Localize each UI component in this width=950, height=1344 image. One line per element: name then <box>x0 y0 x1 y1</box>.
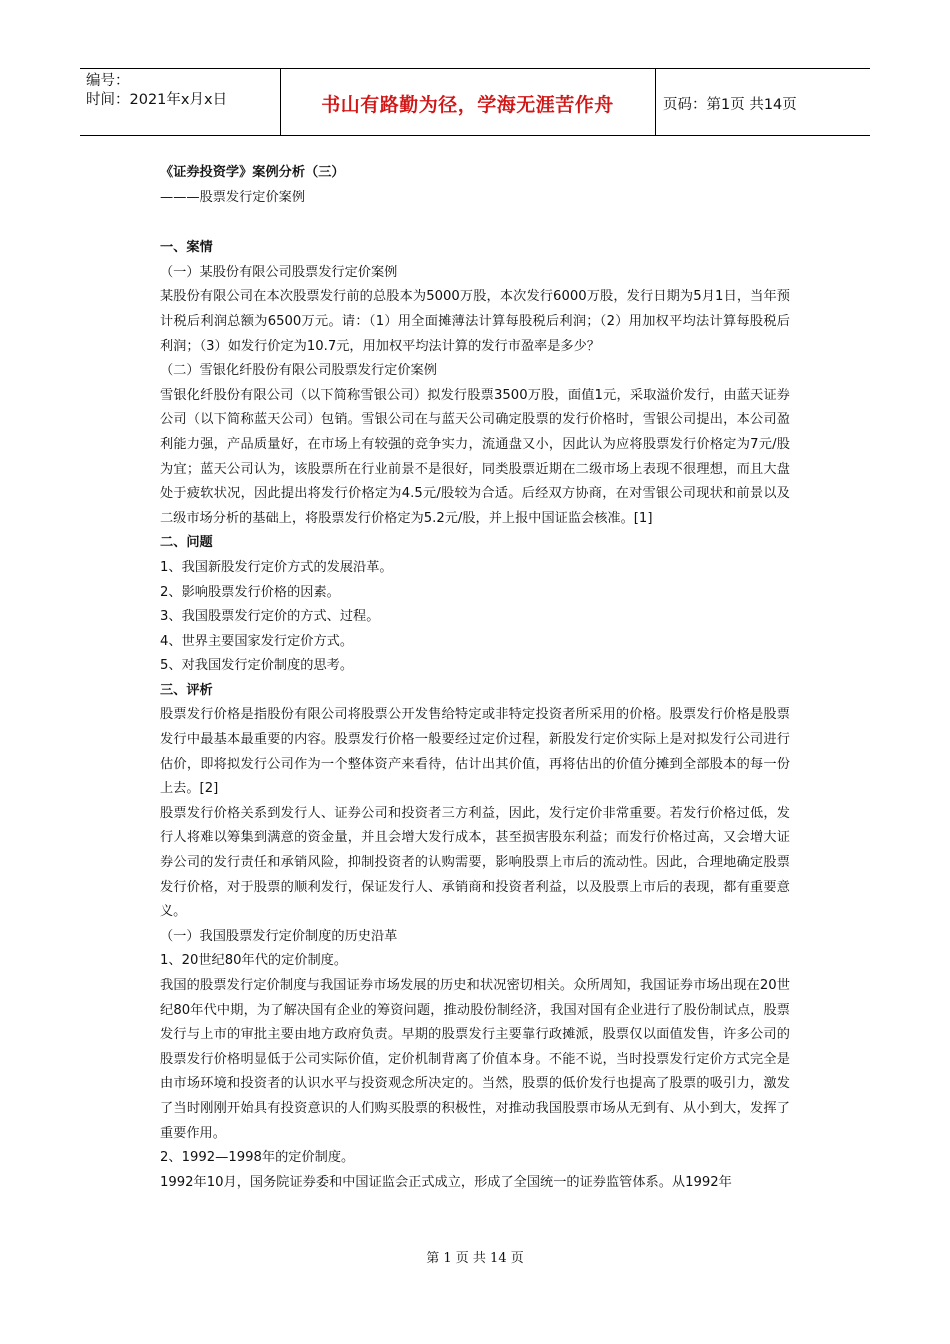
case1-body: 某股份有限公司在本次股票发行前的总股本为5000万股，本次发行6000万股，发行日期为5月1日，当年预计税后利润总额为6500万元。请：（1）用全面摊薄法计算每股税后利润；（2）用加权平均法计算每股税后利润；（3）如发行价定为10.7元，用加权平均法计算的发行市盈率是多少？ <box>160 289 790 354</box>
era1-body: 我国的股票发行定价制度与我国证券市场发展的历史和状况密切相关。众所周知，我国证券市场出现在20世纪80年代中期，为了解决国有企业的筹资问题，推动股份制经济，我国对国有企业进行了股份制试点，股票发行与上市的审批主要由地方政府负责。早期的股票发行主要靠行政摊派，股票仅以面值发售，许多公司的股票发行价格明显低于公司实际价值，定价机制背离了价值本身。不能不说，当时投票发行定价方式完全是由市场环境和投资者的认识水平与投资观念所决定的。当然，股票的低价发行也提高了股票的吸引力，激发了当时刚刚开始具有投资意识的人们购买股票的积极性，对推动我国股票市场从无到有、从小到大，发挥了重要作用。 <box>160 978 790 1141</box>
section-heading-case: 一、案情 <box>160 240 213 256</box>
document-body <box>160 161 790 1195</box>
case1-heading: （一）某股份有限公司股票发行定价案例 <box>160 264 398 280</box>
era1-heading: 1、20世纪80年代的定价制度。 <box>160 953 348 969</box>
document-time-label: 时间：2021年x月x日 <box>86 92 228 108</box>
era2-heading: 2、1992—1998年的定价制度。 <box>160 1150 355 1166</box>
analysis-paragraph: 股票发行价格是指股份有限公司将股票公开发售给特定或非特定投资者所采用的价格。股票发行价格是股票发行中最基本最重要的内容。股票发行价格一般要经过定价过程，新股发行定价实际上是对拟发行公司进行估价，即将拟发行公司作为一个整体资产来看待，估计出其价值，再将估出的价值分摊到全部股本的每一份上去。[2] <box>160 707 790 797</box>
document-number-label: 编号： <box>86 73 130 89</box>
question-item: 1、我国新股发行定价方式的发展沿革。 <box>160 559 393 575</box>
header-motto: 书山有路勤为径，学海无涯苦作舟 <box>321 94 614 116</box>
header-divider-right <box>655 68 656 136</box>
section-heading-questions: 二、问题 <box>160 535 213 551</box>
page-footer: 第 1 页 共 14 页 <box>426 1251 524 1266</box>
header-bottom-rule <box>80 135 870 136</box>
header-page-label: 页码：第1页 共14页 <box>663 97 797 113</box>
spacer <box>160 210 790 236</box>
document-title: 《证券投资学》案例分析（三） <box>160 165 345 180</box>
analysis-paragraph: 股票发行价格关系到发行人、证券公司和投资者三方利益，因此，发行定价非常重要。若发行价格过低，发行人将难以筹集到满意的资金量，并且会增大发行成本，甚至损害股东利益；而发行价格过高，又会增大证券公司的发行责任和承销风险，抑制投资者的认购需要，影响股票上市后的流动性。因此，合理地确定股票发行价格，对于股票的顺利发行，保证发行人、承销商和投资者利益，以及股票上市后的表现，都有重要意义。 <box>160 805 790 920</box>
document-subtitle: ———股票发行定价案例 <box>160 189 306 205</box>
question-item: 3、我国股票发行定价的方式、过程。 <box>160 609 380 625</box>
question-item: 5、对我国发行定价制度的思考。 <box>160 658 354 674</box>
era2-body: 1992年10月，国务院证券委和中国证监会正式成立，形成了全国统一的证券监管体系。从1992年 <box>160 1174 732 1190</box>
header-top-rule <box>80 68 870 69</box>
question-item: 4、世界主要国家发行定价方式。 <box>160 633 354 649</box>
question-item: 2、影响股票发行价格的因素。 <box>160 584 340 600</box>
header-meta <box>86 72 227 110</box>
section-heading-analysis: 三、评析 <box>160 682 213 698</box>
history-heading: （一）我国股票发行定价制度的历史沿革 <box>160 928 398 944</box>
case2-heading: （二）雪银化纤股份有限公司股票发行定价案例 <box>160 363 437 379</box>
case2-body: 雪银化纤股份有限公司（以下简称雪银公司）拟发行股票3500万股，面值1元，采取溢价发行，由蓝天证券公司（以下简称蓝天公司）包销。雪银公司在与蓝天公司确定股票的发行价格时，雪银公司提出，本公司盈利能力强，产品质量好，在市场上有较强的竞争实力，流通盘又小，因此认为应将股票发行价格定为7元/股为宜；蓝天公司认为，该股票所在行业前景不是很好，同类股票近期在二级市场上表现不很理想，而且大盘处于疲软状况，因此提出将发行价格定为4.5元/股较为合适。后经双方协商，在对雪银公司现状和前景以及二级市场分析的基础上，将股票发行价格定为5.2元/股，并上报中国证监会核准。[1] <box>160 387 790 526</box>
